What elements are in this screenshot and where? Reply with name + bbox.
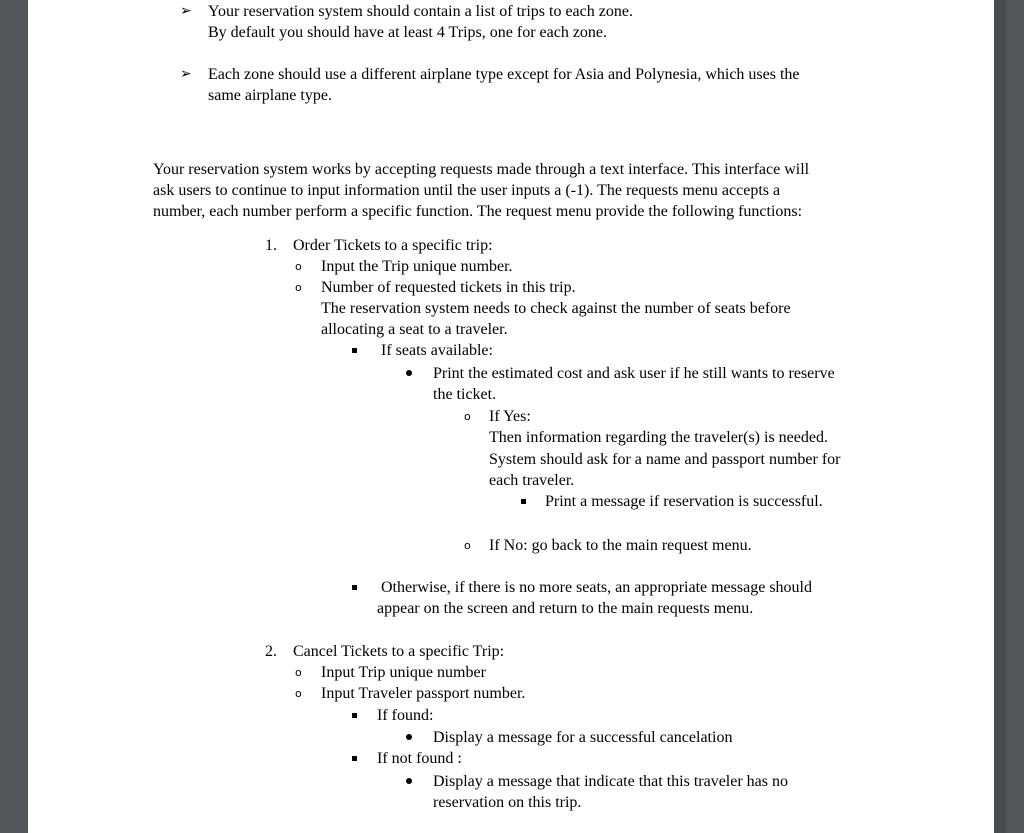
bullet-1-line-2: By default you should have at least 4 Trips, one for each zone.: [208, 24, 608, 41]
circle-bullet-icon: o: [464, 410, 471, 423]
square-bullet-icon: [352, 348, 357, 353]
if-found: If found:: [377, 707, 434, 724]
otherwise-line-1: Otherwise, if there is no more seats, an appropriate message should: [381, 579, 812, 596]
arrow-bullet-icon: ➢: [180, 3, 192, 19]
bullet-2-line-2: same airplane type.: [208, 87, 332, 104]
otherwise-line-2: appear on the screen and return to the main requests menu.: [377, 600, 754, 617]
if-not-found: If not found :: [377, 750, 462, 767]
dot-bullet-icon: [406, 370, 412, 376]
item-1-number: 1.: [265, 237, 277, 254]
square-bullet-icon: [352, 713, 357, 718]
if-seats-available: If seats available:: [381, 342, 493, 359]
found-message: Display a message for a successful cancelation: [433, 729, 733, 746]
not-found-line-2: reservation on this trip.: [433, 794, 582, 811]
yes-line-1: Then information regarding the traveler(s) is needed.: [489, 429, 828, 446]
item-1-sub-2-cont-2: allocating a seat to a traveler.: [321, 321, 508, 338]
circle-bullet-icon: o: [464, 539, 471, 552]
item-1-sub-2: Number of requested tickets in this trip.: [321, 279, 576, 296]
circle-bullet-icon: o: [295, 260, 302, 273]
print-success: Print a message if reservation is successful.: [545, 493, 823, 510]
if-no: If No: go back to the main request menu.: [489, 537, 752, 554]
yes-line-2: System should ask for a name and passport number for: [489, 451, 841, 468]
print-cost-line-1: Print the estimated cost and ask user if he still wants to reserve: [433, 365, 835, 382]
paragraph-line-2: ask users to continue to input information until the user inputs a (-1). The requests menu accepts a: [153, 182, 781, 199]
item-1-sub-2-cont-1: The reservation system needs to check against the number of seats before: [321, 300, 791, 317]
item-1-title: Order Tickets to a specific trip:: [293, 237, 493, 254]
circle-bullet-icon: o: [295, 281, 302, 294]
arrow-bullet-icon: ➢: [180, 66, 192, 82]
square-bullet-icon: [352, 756, 357, 761]
item-2-sub-1: Input Trip unique number: [321, 664, 486, 681]
paragraph-line-3: number, each number perform a specific function. The request menu provide the following functions:: [153, 203, 803, 220]
yes-line-3: each traveler.: [489, 472, 575, 489]
dot-bullet-icon: [406, 778, 412, 784]
viewer-scroll-edge[interactable]: [994, 0, 1006, 833]
square-bullet-icon: [521, 499, 526, 504]
not-found-line-1: Display a message that indicate that this traveler has no: [433, 773, 788, 790]
bullet-1-line-1: Your reservation system should contain a list of trips to each zone.: [208, 3, 633, 20]
item-1-sub-1: Input the Trip unique number.: [321, 258, 513, 275]
print-cost-line-2: the ticket.: [433, 386, 497, 403]
square-bullet-icon: [352, 585, 357, 590]
circle-bullet-icon: o: [295, 666, 302, 679]
item-2-title: Cancel Tickets to a specific Trip:: [293, 643, 505, 660]
paragraph-line-1: Your reservation system works by accepting requests made through a text interface. This interface will: [153, 161, 810, 178]
dot-bullet-icon: [406, 734, 412, 740]
item-2-sub-2: Input Traveler passport number.: [321, 685, 526, 702]
if-yes: If Yes:: [489, 408, 531, 425]
circle-bullet-icon: o: [295, 687, 302, 700]
item-2-number: 2.: [265, 643, 277, 660]
bullet-2-line-1: Each zone should use a different airplane type except for Asia and Polynesia, which uses the: [208, 66, 800, 83]
